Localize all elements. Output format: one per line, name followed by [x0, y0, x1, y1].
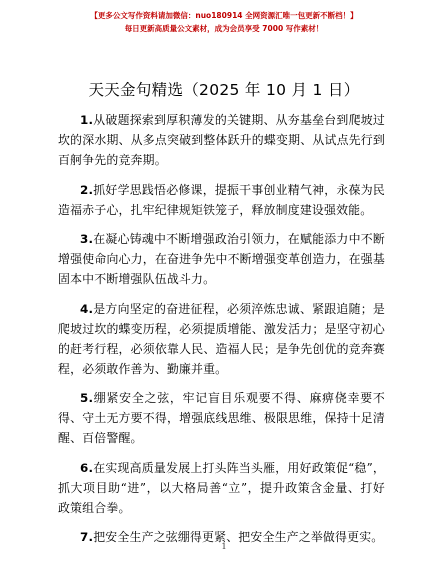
paragraph-number: 5.	[80, 391, 94, 405]
paragraph-number: 1.	[80, 113, 94, 127]
promo-banner-line-1: 【更多公文写作资料请加微信：nuo180914 全网资源汇唯一包更新不断档！】	[90, 11, 358, 20]
quote-paragraph-1	[58, 110, 385, 170]
quote-paragraph-2	[58, 180, 385, 220]
paragraph-text: 抓好学思践悟必修课，提振干事创业精气神，永葆为民造福赤子心，扎牢纪律规矩铁笼子，释放制度建设强效能。	[58, 182, 385, 217]
paragraph-number: 6.	[80, 460, 94, 475]
promo-banner	[0, 10, 448, 35]
paragraph-text: 把安全生产之弦绷得更紧、把安全生产之举做得更实。	[93, 530, 384, 544]
document-body	[58, 110, 385, 557]
paragraph-number: 4.	[80, 301, 94, 316]
paragraph-text: 是方向坚定的奋进征程，必须淬炼忠诚、紧跟追随；是爬坡过坎的蝶变历程，必须提质增能、激发活力；是坚守初心的赶考行程，必须依靠人民、造福人民；是争先创优的竞奔赛程，必须敢作善为、勤廉并重。	[58, 301, 385, 376]
promo-banner-line-2: 每日更新高质量公文素材，成为会员享受 7000 写作素材！	[124, 24, 324, 33]
document-title: 天天金句精选（2025 年 10 月 1 日）	[88, 81, 360, 99]
paragraph-text: 在凝心铸魂中不断增强政治引领力，在赋能添力中不断增强使命向心力，在奋进争先中不断增强变革创造力，在强基固本中不断增强队伍战斗力。	[58, 232, 385, 286]
paragraph-number: 3.	[80, 232, 94, 246]
paragraph-text: 绷紧安全之弦，牢记盲目乐观要不得、麻痹侥幸要不得、守土无方要不得，增强底线思维、极限思维，保持十足清醒、百倍警醒。	[58, 391, 385, 445]
quote-paragraph-3	[58, 229, 385, 289]
page-number: 1	[221, 542, 227, 551]
paragraph-text: 在实现高质量发展上打头阵当头雁，用好政策促“稳”，抓大项目助“进”，以大格局善“立”，提升政策含金量、打好政策组合拳。	[58, 460, 385, 515]
paragraph-number: 2.	[80, 182, 94, 197]
quote-paragraph-4	[58, 299, 385, 379]
paragraph-text: 从破题探索到厚积薄发的关键期、从夯基垒台到爬坡过坎的深水期、从多点突破到整体跃升的蝶变期、从试点先行到百舸争先的竞奔期。	[58, 113, 385, 167]
paragraph-number: 7.	[80, 530, 94, 544]
quote-paragraph-5	[58, 388, 385, 448]
quote-paragraph-6	[58, 458, 385, 518]
